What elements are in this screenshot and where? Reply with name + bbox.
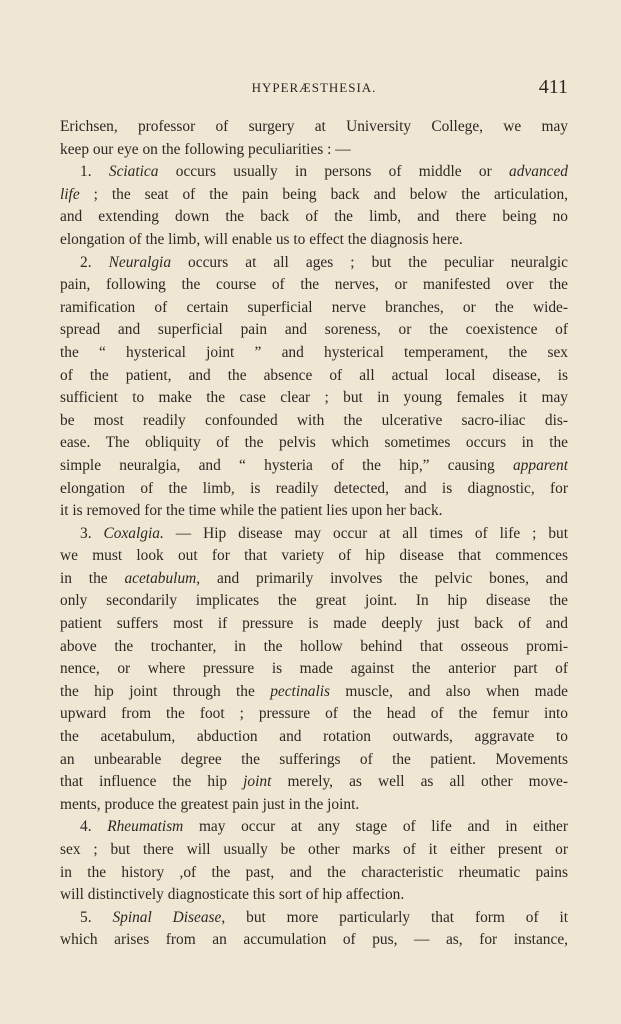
text-segment: an unbearable degree the sufferings of the patient. Movements xyxy=(60,750,568,768)
text-segment: above the trochanter, in the hollow behind that osseous promi- xyxy=(60,637,568,655)
text-line xyxy=(60,862,568,885)
text-line xyxy=(60,455,568,478)
text-segment: in the history ,of the past, and the characteristic rheumatic pains xyxy=(60,863,568,881)
text-line xyxy=(60,929,568,952)
text-segment: ramification of certain superficial nerve branches, or the wide- xyxy=(60,298,568,316)
text-segment: — Hip disease may occur at all times of life ; but xyxy=(163,524,568,542)
text-line xyxy=(60,749,568,772)
text-line xyxy=(60,478,568,501)
text-segment: occurs at all ages ; but the peculiar neuralgic xyxy=(171,253,568,271)
text-line xyxy=(60,636,568,659)
italic-text: Coxalgia. xyxy=(103,524,164,542)
text-line xyxy=(60,523,568,546)
text-line xyxy=(60,342,568,365)
text-line xyxy=(60,274,568,297)
italic-text: pectinalis xyxy=(270,682,331,700)
text-segment: elongation of the limb, will enable us to effect the diagnosis here. xyxy=(60,230,463,248)
text-line xyxy=(60,545,568,568)
text-line xyxy=(60,839,568,862)
text-line xyxy=(60,161,568,184)
text-line xyxy=(60,681,568,704)
italic-text: Sciatica xyxy=(108,163,159,181)
italic-text: joint xyxy=(243,773,272,791)
text-segment: sufficient to make the case clear ; but in young females it may xyxy=(60,389,568,407)
text-segment: 1. xyxy=(80,163,109,181)
text-segment: patient suffers most if pressure is made deeply just back of and xyxy=(60,615,568,633)
text-segment: it is removed for the time while the patient lies upon her back. xyxy=(60,502,443,520)
text-segment: may occur at any stage of life and in either xyxy=(183,818,568,836)
text-line xyxy=(60,297,568,320)
text-line xyxy=(60,771,568,794)
text-segment: merely, as well as all other move- xyxy=(271,773,568,791)
text-segment: and extending down the back of the limb, and there being no xyxy=(60,208,568,226)
text-segment: that influence the hip xyxy=(60,773,244,791)
text-line xyxy=(60,726,568,749)
italic-text: advanced xyxy=(509,163,568,181)
text-segment: be most readily confounded with the ulcerative sacro-iliac dis- xyxy=(60,411,568,429)
page-number: 411 xyxy=(538,76,568,98)
text-line xyxy=(60,613,568,636)
text-segment: ments, produce the greatest pain just in the joint. xyxy=(60,795,360,813)
text-line xyxy=(60,184,568,207)
text-line xyxy=(60,703,568,726)
text-line xyxy=(60,794,568,817)
text-segment: , but more particularly that form of it xyxy=(221,908,568,926)
text-segment: we must look out for that variety of hip disease that commences xyxy=(60,547,568,565)
text-line xyxy=(60,568,568,591)
italic-text: acetabulum xyxy=(124,569,197,587)
text-segment: ease. The obliquity of the pelvis which sometimes occurs in the xyxy=(60,434,568,452)
page-header xyxy=(60,76,568,100)
text-line xyxy=(60,116,568,139)
running-title: HYPERÆSTHESIA. xyxy=(251,80,377,95)
italic-text: apparent xyxy=(512,456,568,474)
text-line xyxy=(60,500,568,523)
text-segment: 5. xyxy=(80,908,113,926)
text-line xyxy=(60,432,568,455)
text-segment: , and primarily involves the pelvic bones, and xyxy=(196,569,568,587)
text-line xyxy=(60,884,568,907)
italic-text: life xyxy=(60,185,80,203)
text-segment: ; the seat of the pain being back and below the articulation, xyxy=(79,185,568,203)
text-line xyxy=(60,252,568,275)
text-line xyxy=(60,365,568,388)
text-segment: only secondarily implicates the great joint. In hip disease the xyxy=(60,592,568,610)
text-segment: Erichsen, professor of surgery at University College, we may xyxy=(60,118,568,135)
text-segment: sex ; but there will usually be other marks of it either present or xyxy=(60,841,568,858)
text-line xyxy=(60,907,568,930)
text-line xyxy=(60,816,568,839)
text-segment: which arises from an accumulation of pus, — as, for instance, xyxy=(60,931,568,949)
body-text xyxy=(60,116,568,952)
text-segment: occurs usually in persons of middle or xyxy=(158,163,510,181)
italic-text: Rheumatism xyxy=(107,818,184,836)
text-segment: 3. xyxy=(80,524,104,542)
text-segment: elongation of the limb, is readily detected, and is diagnostic, for xyxy=(60,479,568,497)
text-segment: muscle, and also when made xyxy=(330,682,568,700)
text-segment: of the patient, and the absence of all actual local disease, is xyxy=(60,366,568,384)
text-line xyxy=(60,319,568,342)
text-line xyxy=(60,387,568,410)
text-line xyxy=(60,139,568,162)
text-segment: will distinctively diagnosticate this sort of hip affection. xyxy=(60,886,405,904)
text-segment: pain, following the course of the nerves, or manifested over the xyxy=(60,276,568,294)
text-segment: in the xyxy=(60,569,125,587)
text-segment: the hip joint through the xyxy=(60,682,271,700)
text-segment: simple neuralgia, and “ hysteria of the hip,” causing xyxy=(60,456,513,474)
text-segment: spread and superficial pain and soreness, or the coexistence of xyxy=(60,321,568,339)
text-line xyxy=(60,410,568,433)
italic-text: Neuralgia xyxy=(108,253,172,271)
italic-text: Spinal Disease xyxy=(112,908,222,926)
text-segment: keep our eye on the following peculiarities : — xyxy=(60,140,351,158)
text-line xyxy=(60,229,568,252)
text-line xyxy=(60,206,568,229)
text-segment: upward from the foot ; pressure of the head of the femur into xyxy=(60,705,568,723)
text-segment: 2. xyxy=(80,253,109,271)
text-segment: the acetabulum, abduction and rotation outwards, aggravate to xyxy=(60,728,568,746)
text-line xyxy=(60,590,568,613)
text-line xyxy=(60,658,568,681)
text-segment: the “ hysterical joint ” and hysterical temperament, the sex xyxy=(60,343,568,361)
text-segment: nence, or where pressure is made against the anterior part of xyxy=(60,660,568,678)
text-segment: 4. xyxy=(80,818,108,836)
